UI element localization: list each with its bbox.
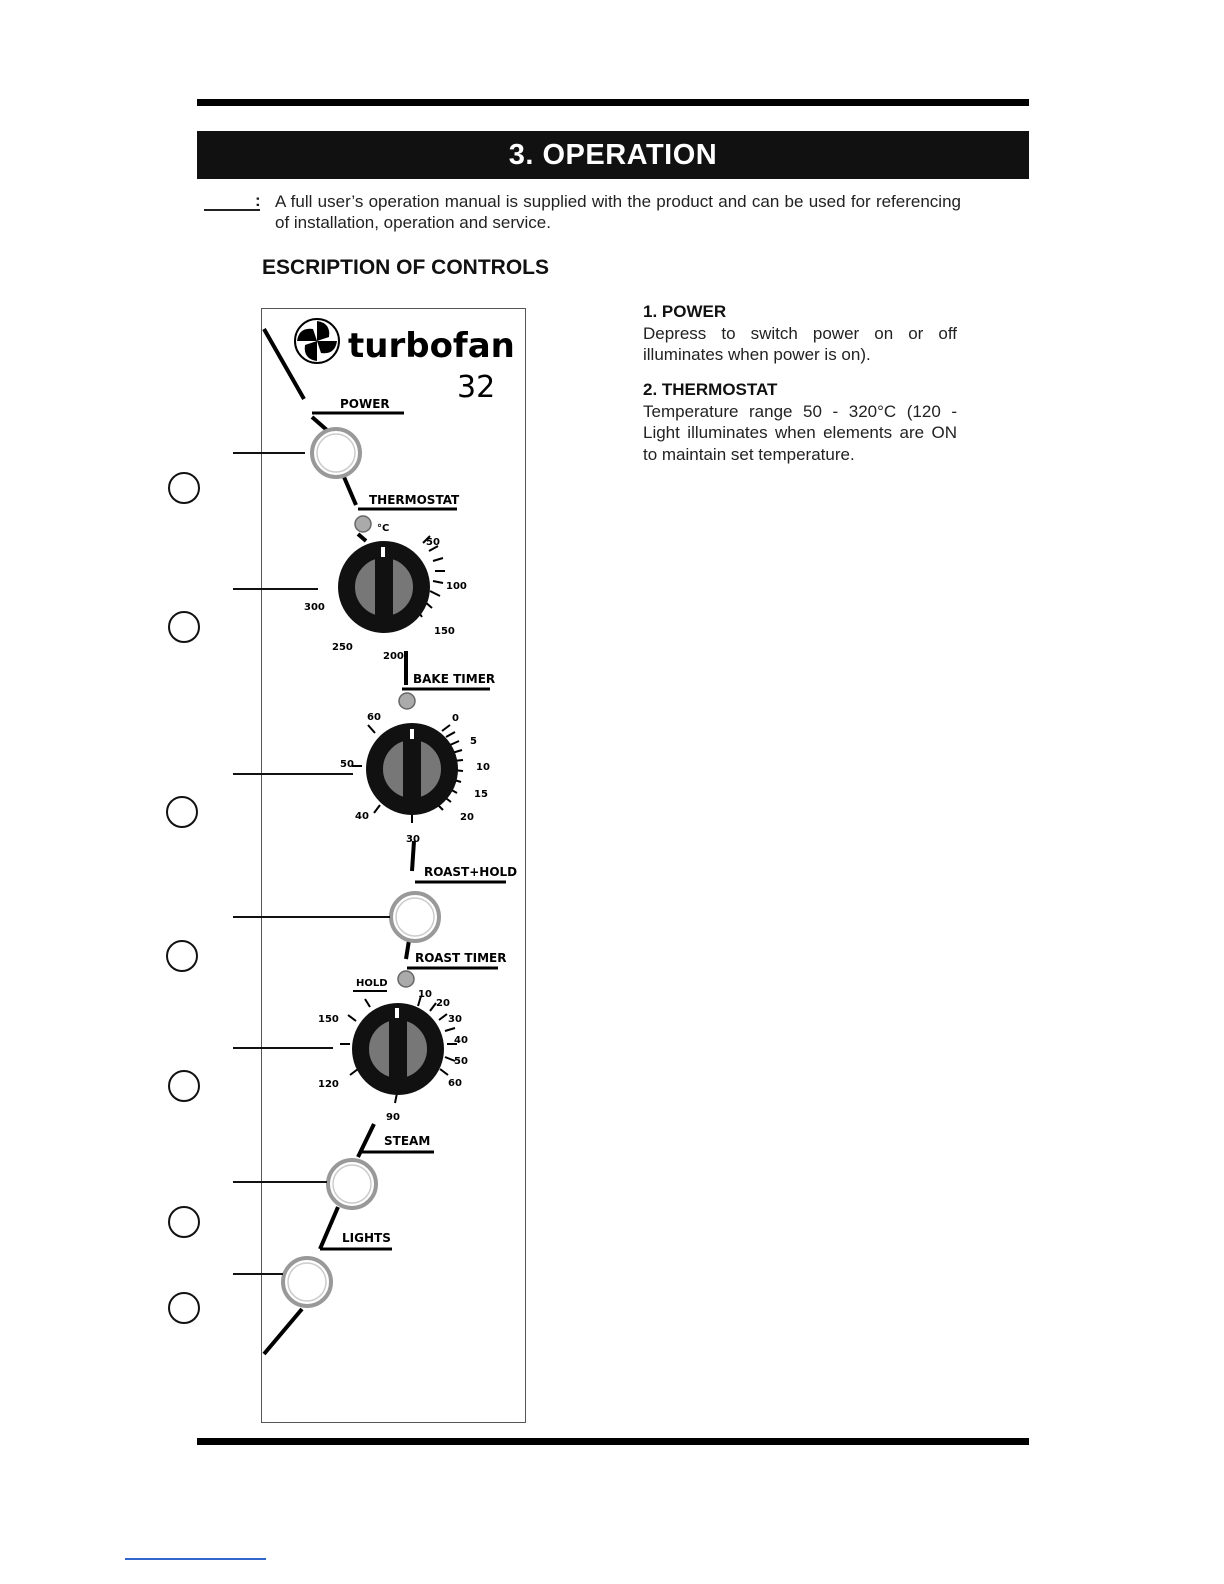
bake-timer-scale-label: 20 bbox=[460, 812, 474, 823]
thermostat-scale-label: 150 bbox=[434, 626, 455, 637]
callout-circle-2 bbox=[168, 611, 200, 643]
control-panel-diagram bbox=[261, 308, 526, 1423]
roast-timer-scale-label: 30 bbox=[448, 1014, 462, 1025]
callout-circle-6 bbox=[168, 1206, 200, 1238]
model-number: 32 bbox=[457, 370, 496, 405]
callout-circle-1 bbox=[168, 472, 200, 504]
label-thermostat: THERMOSTAT bbox=[369, 493, 460, 507]
note-text: A full user’s operation manual is supplied with the product and can be used for referencing of installation, operation and service. bbox=[275, 192, 961, 232]
footer-link-underline[interactable] bbox=[125, 1558, 266, 1560]
thermostat-scale-label: 300 bbox=[304, 602, 325, 613]
control-description-thermostat bbox=[643, 379, 957, 465]
callout-circle-7 bbox=[168, 1292, 200, 1324]
callout-circle-4 bbox=[166, 940, 198, 972]
bottom-rule bbox=[197, 1438, 1029, 1445]
thermostat-unit: °C bbox=[377, 523, 390, 534]
control-description-power bbox=[643, 301, 957, 366]
roast-timer-scale-label: 150 bbox=[318, 1014, 339, 1025]
bake-timer-scale-label: 5 bbox=[470, 736, 477, 747]
thermostat-scale-label: 100 bbox=[446, 581, 467, 592]
roast-timer-scale-label: 90 bbox=[386, 1112, 400, 1123]
bake-timer-scale-label: 60 bbox=[367, 712, 381, 723]
note-colon: : bbox=[255, 191, 261, 210]
control-text: Depress to switch power on or off illuminates when power is on). bbox=[643, 323, 957, 364]
page-title: 3. OPERATION bbox=[197, 131, 1029, 179]
callout-leader-power bbox=[233, 452, 305, 454]
brand-logo-text: turbofan bbox=[348, 326, 515, 366]
roast-timer-indicator-light bbox=[398, 971, 414, 987]
label-roast-hold: ROAST+HOLD bbox=[424, 865, 518, 879]
label-hold: HOLD bbox=[356, 978, 388, 989]
power-switch bbox=[312, 429, 360, 477]
callout-leader-bake-timer bbox=[233, 773, 353, 775]
turbofan-fan-icon bbox=[295, 319, 339, 363]
top-rule bbox=[197, 99, 1029, 106]
label-lights: LIGHTS bbox=[342, 1231, 391, 1245]
bake-timer-scale-label: 10 bbox=[476, 762, 490, 773]
note-underline bbox=[204, 209, 260, 211]
roast-timer-scale-label: 40 bbox=[454, 1035, 468, 1046]
roast-timer-scale-label: 120 bbox=[318, 1079, 339, 1090]
callout-leader-roast-timer bbox=[233, 1047, 333, 1049]
label-bake-timer: BAKE TIMER bbox=[413, 672, 496, 686]
lights-switch bbox=[283, 1258, 331, 1306]
thermostat-scale-label: 200 bbox=[383, 651, 404, 662]
roast-timer-scale-label: 20 bbox=[436, 998, 450, 1009]
label-power: POWER bbox=[340, 397, 390, 411]
bake-timer-scale-label: 40 bbox=[355, 811, 369, 822]
thermostat-scale-label: 250 bbox=[332, 642, 353, 653]
roast-hold-switch bbox=[391, 893, 439, 941]
callout-leader-roast-hold bbox=[233, 916, 390, 918]
section-title: ESCRIPTION OF CONTROLS bbox=[262, 256, 550, 279]
bake-timer-scale-label: 0 bbox=[452, 713, 459, 724]
control-panel-svg bbox=[262, 309, 525, 1422]
label-steam: STEAM bbox=[384, 1134, 431, 1148]
roast-timer-scale-label: 50 bbox=[454, 1056, 468, 1067]
callout-circle-5 bbox=[168, 1070, 200, 1102]
bake-timer-scale-label: 50 bbox=[340, 759, 354, 770]
steam-switch bbox=[328, 1160, 376, 1208]
bake-timer-scale-label: 30 bbox=[406, 834, 420, 845]
callout-leader-lights bbox=[233, 1273, 283, 1275]
callout-leader-steam bbox=[233, 1181, 327, 1183]
callout-circle-3 bbox=[166, 796, 198, 828]
roast-timer-scale-label: 60 bbox=[448, 1078, 462, 1089]
label-roast-timer: ROAST TIMER bbox=[415, 951, 507, 965]
bake-timer-scale-label: 15 bbox=[474, 789, 488, 800]
thermostat-indicator-light bbox=[355, 516, 371, 532]
callout-leader-thermostat bbox=[233, 588, 318, 590]
bake-timer-indicator-light bbox=[399, 693, 415, 709]
control-text: Temperature range 50 - 320°C (120 - Light illuminates when elements are ON to maintain set temperature. bbox=[643, 401, 957, 464]
thermostat-scale-label: 50 bbox=[426, 537, 440, 548]
control-heading: 1. POWER bbox=[643, 302, 727, 321]
control-heading: 2. THERMOSTAT bbox=[643, 380, 778, 399]
roast-timer-scale-label: 10 bbox=[418, 989, 432, 1000]
